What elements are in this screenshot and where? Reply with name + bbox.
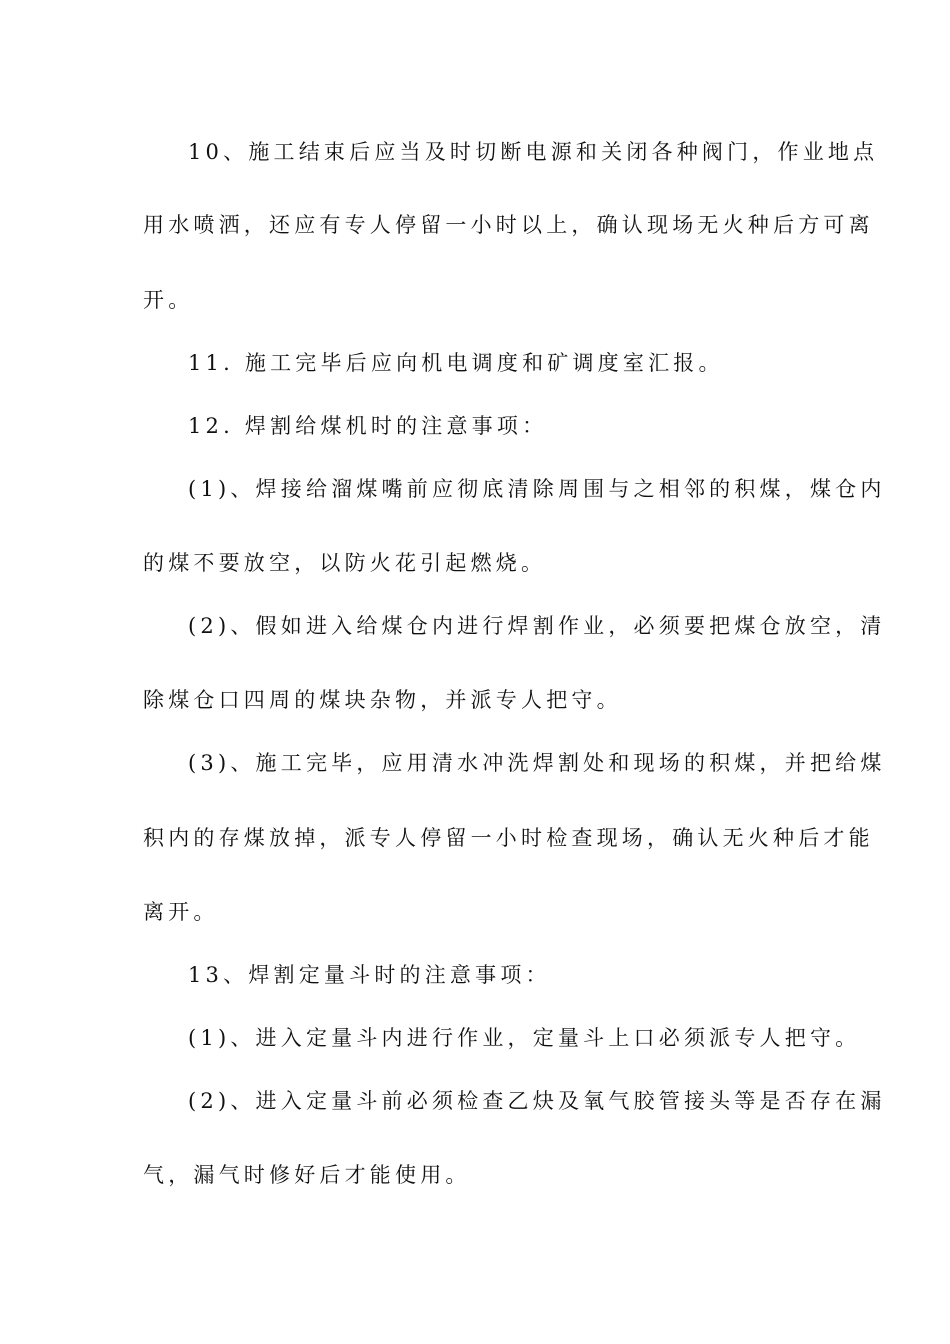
item-12-3-line-1: (3)、施工完毕，应用清水冲洗焊割处和现场的积煤，并把给煤 bbox=[188, 751, 886, 775]
paragraph-10-line-3: 开。 bbox=[143, 288, 194, 312]
item-13-1: (1)、进入定量斗内进行作业，定量斗上口必须派专人把守。 bbox=[188, 1026, 861, 1050]
item-12-1-line-1: (1)、焊接给溜煤嘴前应彻底清除周围与之相邻的积煤，煤仓内 bbox=[188, 477, 886, 501]
item-12-1-line-2: 的煤不要放空，以防火花引起燃烧。 bbox=[143, 551, 547, 575]
item-12-3-line-3: 离开。 bbox=[143, 900, 219, 924]
item-13-2-line-1: (2)、进入定量斗前必须检查乙炔及氧气胶管接头等是否存在漏 bbox=[188, 1089, 886, 1113]
item-12-2-line-1: (2)、假如进入给煤仓内进行焊割作业，必须要把煤仓放空，清 bbox=[188, 614, 886, 638]
paragraph-10-line-2: 用水喷洒，还应有专人停留一小时以上，确认现场无火种后方可离 bbox=[143, 213, 874, 237]
paragraph-12-heading: 12. 焊割给煤机时的注意事项： bbox=[188, 414, 548, 438]
paragraph-10-line-1: 10、施工结束后应当及时切断电源和关闭各种阀门，作业地点 bbox=[188, 140, 879, 164]
item-12-3-line-2: 积内的存煤放掉，派专人停留一小时检查现场，确认无火种后才能 bbox=[143, 826, 874, 850]
paragraph-13-heading: 13、焊割定量斗时的注意事项： bbox=[188, 963, 551, 987]
paragraph-11: 11. 施工完毕后应向机电调度和矿调度室汇报。 bbox=[188, 351, 724, 375]
item-13-2-line-2: 气，漏气时修好后才能使用。 bbox=[143, 1163, 471, 1187]
item-12-2-line-2: 除煤仓口四周的煤块杂物，并派专人把守。 bbox=[143, 688, 622, 712]
